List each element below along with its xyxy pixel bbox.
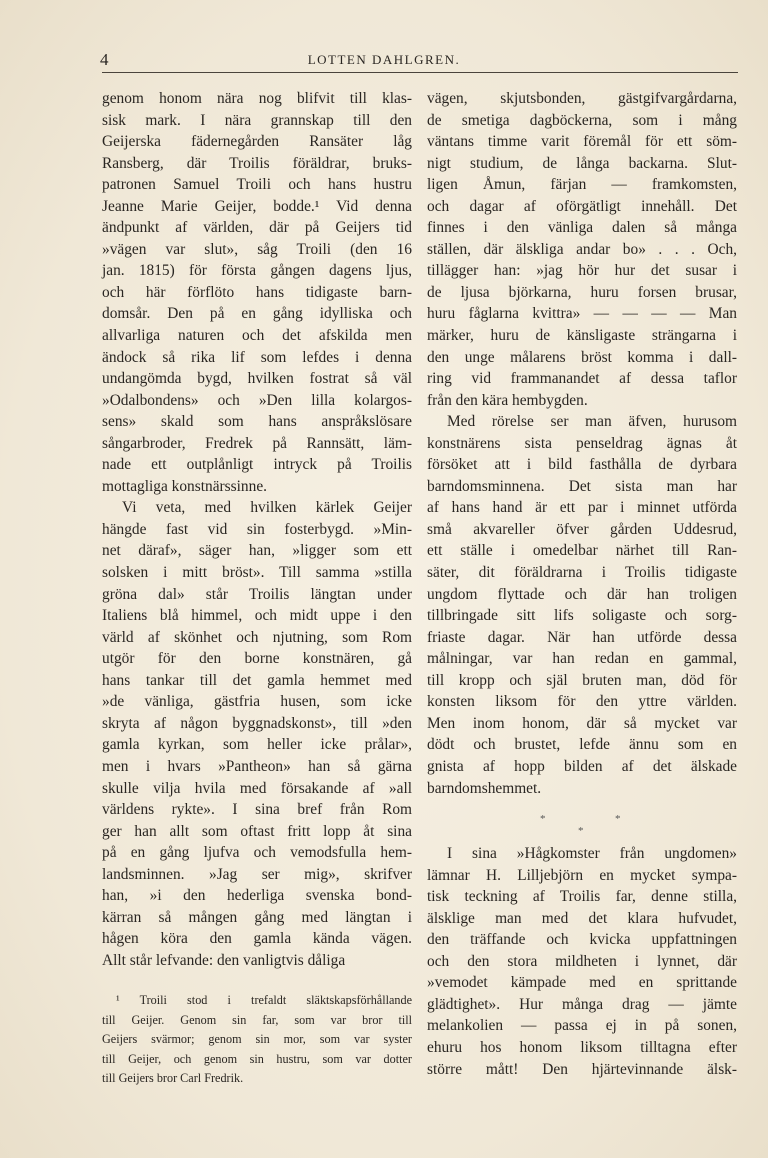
text-line: värld af skönhet och njutning, som Rom	[102, 628, 412, 646]
text-line: sens» skald som hans anspråkslösare	[102, 413, 412, 431]
text-line: Vi veta, med hvilken kärlek Geijer	[122, 499, 412, 517]
separator-star: *	[578, 825, 584, 838]
text-line: sångarbroder, Fredrek på Rannsätt, läm-	[102, 434, 412, 452]
right-column	[427, 88, 737, 1080]
text-line: hans tankar till det gamla hemmet med	[102, 671, 412, 689]
text-line: Men inom honom, där så mycket var	[427, 714, 737, 732]
footnote-line: Geijers svärmor; genom sin mor, som var syster	[102, 1032, 412, 1047]
text-line: hågen köra den gamla kända vägen.	[102, 930, 412, 948]
text-line: mottagliga konstnärssinne.	[102, 477, 267, 495]
text-line: han, »i den hederliga svenska bond-	[102, 887, 412, 905]
footnote-line: till Geijers bror Carl Fredrik.	[102, 1071, 244, 1086]
footnote-line: till Geijer. Genom sin far, som var bror till	[102, 1012, 412, 1027]
text-line: ett ställe i omedelbar närhet till Ran-	[427, 542, 737, 560]
text-line: Geijerska fädernegården Ransäter låg	[102, 133, 412, 151]
text-line: ehuru hos honom liksom tilltagna efter	[427, 1038, 737, 1056]
text-line: jan. 1815) för första gången dagens ljus,	[102, 262, 412, 280]
header-rule	[102, 72, 738, 73]
text-line: domsår. Den på en gång idylliska och	[102, 305, 412, 323]
text-line: net däraf», säger han, »ligger som ett	[102, 542, 412, 560]
text-line: och dagar af oförgätligt innehåll. Det	[427, 197, 737, 215]
text-line: kärran så mången gång med längtan i	[102, 908, 412, 926]
text-line: »vägen var slut», såg Troili (den 16	[102, 240, 412, 258]
text-line: Med rörelse ser man äfven, hurusom	[447, 413, 737, 431]
left-column-text	[102, 88, 412, 971]
text-line: landsminnen. »Jag ser mig», skrifver	[102, 865, 412, 883]
text-line: melankolien — passa ej in på sonen,	[427, 1017, 737, 1035]
separator-star: *	[540, 813, 546, 826]
text-line: försöket att i bild fasthålla de dyrbara	[427, 456, 737, 474]
text-line: märker, huru de känsligaste strängarna i	[427, 327, 737, 345]
text-line: gröna dal» står Troilis längtan under	[102, 585, 412, 603]
text-line: gamla kyrkan, som heller icke prålar»,	[102, 736, 412, 754]
text-line: de smetiga dagböckerna, som i mång	[427, 111, 737, 129]
text-line: ungdom flyttade och där han troligen	[427, 585, 737, 603]
text-line: skulle vilja hvila med försakande af »all	[102, 779, 412, 797]
text-line: större mått! Den hjärtevinnande älsk-	[427, 1060, 737, 1078]
right-column-text-b	[427, 843, 737, 1080]
text-line: I sina »Hågkomster från ungdomen»	[447, 845, 737, 863]
separator-star: *	[615, 813, 621, 826]
text-line: ändock så rika lif som lefdes i denna	[102, 348, 412, 366]
text-line: Allt står lefvande: den vanligtvis dåliga	[102, 951, 346, 969]
text-line: glädtighet». Hur många drag — jämte	[427, 995, 737, 1013]
page-number: 4	[100, 50, 109, 69]
text-line: dödt och brustet, lefde ännu som en	[427, 736, 737, 754]
text-line: målningar, var han redan en gammal,	[427, 650, 737, 668]
text-line: tillbringade sitt lifs soligaste och sorg-	[427, 607, 737, 625]
text-line: Ransberg, där Troilis föräldrar, bruks-	[102, 154, 412, 172]
footnote-line: ¹ Troili stod i trefaldt släktskapsförhållande	[116, 993, 412, 1008]
text-line: säter, dit föräldrarna i Troilis tidigaste	[427, 564, 737, 582]
text-line: den träffande och kvicka uppfattningen	[427, 931, 737, 949]
left-column	[102, 88, 412, 1089]
text-line: Italiens blå himmel, och midt uppe i den	[102, 607, 412, 625]
text-line: »Odalbondens» och »Den lilla kolargos-	[102, 391, 412, 409]
text-line: skryta af någon byggnadskonst», till »den	[102, 714, 412, 732]
text-line: ligen Åmun, färjan — framkomsten,	[427, 176, 737, 194]
text-line: undangömda bygd, hvilken fostrat så väl	[102, 370, 412, 388]
footnote	[102, 991, 412, 1089]
text-line: på en gång ljufva och vemodsfulla hem-	[102, 844, 412, 862]
text-line: tillägger han: »jag hör hur det susar i	[427, 262, 737, 280]
text-line: den unge målarens bröst komma i dall-	[427, 348, 737, 366]
text-line: af hans hand är ett par i minnet utförda	[427, 499, 737, 517]
text-line: och här förflöto hans tidigaste barn-	[102, 283, 412, 301]
text-line: friaste dagar. När han utförde dessa	[427, 628, 737, 646]
text-line: vägen, skjutsbonden, gästgifvargårdarna,	[427, 90, 737, 107]
text-line: de ljusa björkarna, huru forsen brusar,	[427, 283, 737, 301]
text-line: »de vänliga, gästfria husen, som icke	[102, 693, 412, 711]
text-line: utgör för den borne konstnären, gå	[102, 650, 412, 668]
text-line: allvarliga naturen och det afskilda men	[102, 327, 412, 345]
text-line: nade ett outplånligt intryck på Troilis	[102, 456, 412, 474]
section-separator	[427, 799, 737, 843]
text-line: väntans timme varit föremål för ett söm-	[427, 133, 737, 151]
text-line: patronen Samuel Troili och hans hustru	[102, 176, 412, 194]
text-line: finnes i den vänliga dalen så många	[427, 219, 737, 237]
text-line: små akvareller öfver gården Uddesrud,	[427, 520, 737, 538]
text-line: »vemodet kämpade med en sprittande	[427, 974, 737, 992]
text-line: barndomshemmet.	[427, 779, 542, 797]
text-line: konstnärens sista penseldrag ägnas åt	[427, 434, 737, 452]
text-line: ring vid frammanandet af dessa taflor	[427, 370, 737, 388]
text-line: genom honom nära nog blifvit till klas-	[102, 90, 412, 107]
text-line: ställen, där älskliga andar bo» . . . Och,	[427, 240, 737, 258]
text-line: Jeanne Marie Geijer, bodde.¹ Vid denna	[102, 197, 412, 215]
text-line: till kropp och själ bruten man, död för	[427, 671, 737, 689]
text-line: huru fåglarna kvittra» — — — — Man	[427, 305, 737, 323]
text-line: ändpunkt af världen, där på Geijers tid	[102, 219, 412, 237]
text-line: sisk mark. I nära grannskap till den	[102, 111, 412, 129]
text-line: men i hvars »Pantheon» han så gärna	[102, 757, 412, 775]
text-line: nigt studium, de långa backarna. Slut-	[427, 154, 737, 172]
text-line: och den stora mildheten i lynnet, där	[427, 952, 737, 970]
text-line: solsken i mitt bröst». Till samma »stilla	[102, 564, 412, 582]
text-line: hängde fast vid sin fosterbygd. »Min-	[102, 520, 412, 538]
footnote-line: till Geijer, och genom sin hustru, som var dotter	[102, 1051, 412, 1066]
text-line: tisk teckning af Troilis far, denne stilla,	[427, 888, 737, 906]
text-line: barndomsminnena. Det sista man har	[427, 477, 737, 495]
text-line: ger han allt som oftast fritt lopp åt sina	[102, 822, 412, 840]
text-line: världens rykte». I sina bref från Rom	[102, 801, 412, 819]
text-line: konsten liksom för den yttre världen.	[427, 693, 737, 711]
text-line: gnista af hopp bilden af det älskade	[427, 757, 737, 775]
text-line: älsklige man med det klara hufvudet,	[427, 909, 737, 927]
right-column-text-a	[427, 88, 737, 799]
text-line: från den kära hembygden.	[427, 391, 588, 409]
text-line: lämnar H. Lilljebjörn en mycket sympa-	[427, 866, 737, 884]
running-title: LOTTEN DAHLGREN.	[307, 52, 461, 67]
